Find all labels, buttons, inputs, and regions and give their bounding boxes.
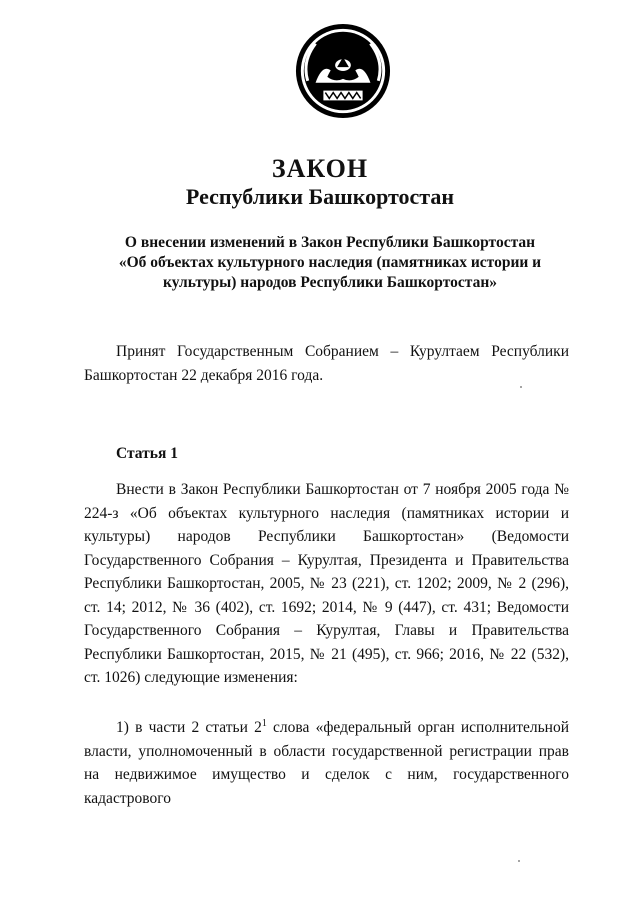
law-title-line: О внесении изменений в Закон Республики Башкортостан <box>124 234 536 251</box>
coat-of-arms-icon <box>294 22 392 120</box>
article-heading: Статья 1 <box>116 445 178 462</box>
adoption-note: Принят Государственным Собранием – Курултаем Республики Башкортостан 22 декабря 2016 года. <box>84 343 569 384</box>
item-prefix: 1) в части 2 статьи 2 <box>116 719 262 737</box>
scan-speck <box>520 386 522 388</box>
article-item-1 <box>84 712 569 810</box>
law-title <box>100 233 560 293</box>
document-title: ЗАКОН <box>271 154 369 183</box>
document-subtitle: Республики Башкортостан <box>185 184 455 209</box>
law-title-line: «Об объектах культурного наследия (памятниках истории и <box>118 254 542 271</box>
article-body: Внести в Закон Республики Башкортостан от 7 ноября 2005 года № 224-з «Об объектах культурного наследия (памятниках истории и культуры) народов Республики Башкортостан» (Ведомости Государственного Собрания – Курултая, Президента и Правительства Республики Башкортостан, 2005, № 23 (221), ст. 1202; 2009, № 2 (296), ст. 14; 2012, № 36 (402), ст. 1692; 2014, № 9 (447), ст. 431; Ведомости Государственного Собрания – Курултая, Главы и Правительства Республики Башкортостан, 2015, № 21 (495), ст. 966; 2016, № 22 (532), ст. 1026) следующие изменения: <box>84 481 569 686</box>
item-text: слова «федеральный орган исполнительной власти, уполномоченный в области государственной регистрации прав на недвижимое имущество и сделок с ним, государственного кадастрового <box>84 719 569 807</box>
item-superscript: 1 <box>261 718 267 729</box>
scan-speck <box>518 860 520 862</box>
law-title-line: культуры) народов Республики Башкортостан» <box>162 274 497 291</box>
